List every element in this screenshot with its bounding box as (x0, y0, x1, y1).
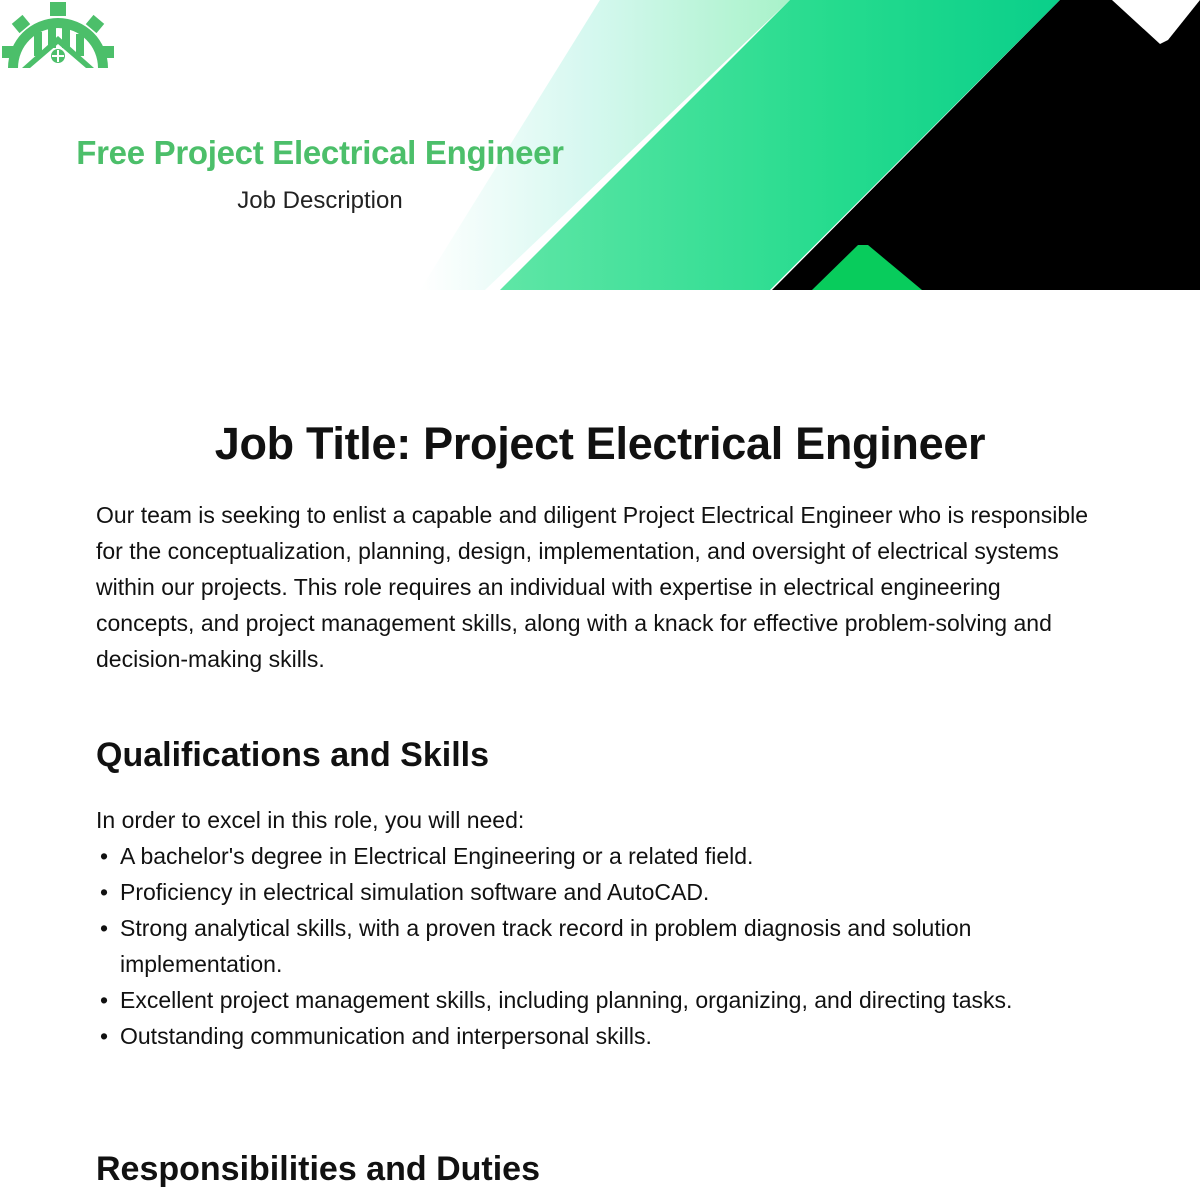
header-banner (0, 0, 1200, 290)
brand-subtitle: Job Description (237, 187, 403, 214)
list-item: • Proficiency in electrical simulation software and AutoCAD. (120, 874, 1080, 910)
qualifications-lead: In order to excel in this role, you will need: (96, 807, 525, 833)
intro-paragraph: Our team is seeking to enlist a capable and diligent Project Electrical Engineer who is responsible for the conceptualization, planning, design, implementation, and oversight of electrical systems within our projects. This role requires an individual with expertise in electrical engineering concepts, and project management skills, along with a knack for effective problem-solving and decision-making skills. (96, 502, 1089, 672)
responsibilities-heading: Responsibilities and Duties (96, 1150, 540, 1188)
gear-house-logo-icon (0, 0, 116, 70)
job-title: Job Title: Project Electrical Engineer (214, 418, 986, 469)
list-item: • A bachelor's degree in Electrical Engineering or a related field. (120, 838, 1080, 874)
list-item: • Excellent project management skills, including planning, organizing, and directing tasks. (120, 982, 1080, 1018)
list-item: • Outstanding communication and interpersonal skills. (120, 1018, 1080, 1054)
list-item: • Strong analytical skills, with a proven track record in problem diagnosis and solution implementation. (120, 910, 1080, 982)
qualifications-heading: Qualifications and Skills (96, 736, 489, 774)
brand-title: Free Project Electrical Engineer (76, 134, 564, 171)
qualifications-list (96, 838, 1080, 1054)
